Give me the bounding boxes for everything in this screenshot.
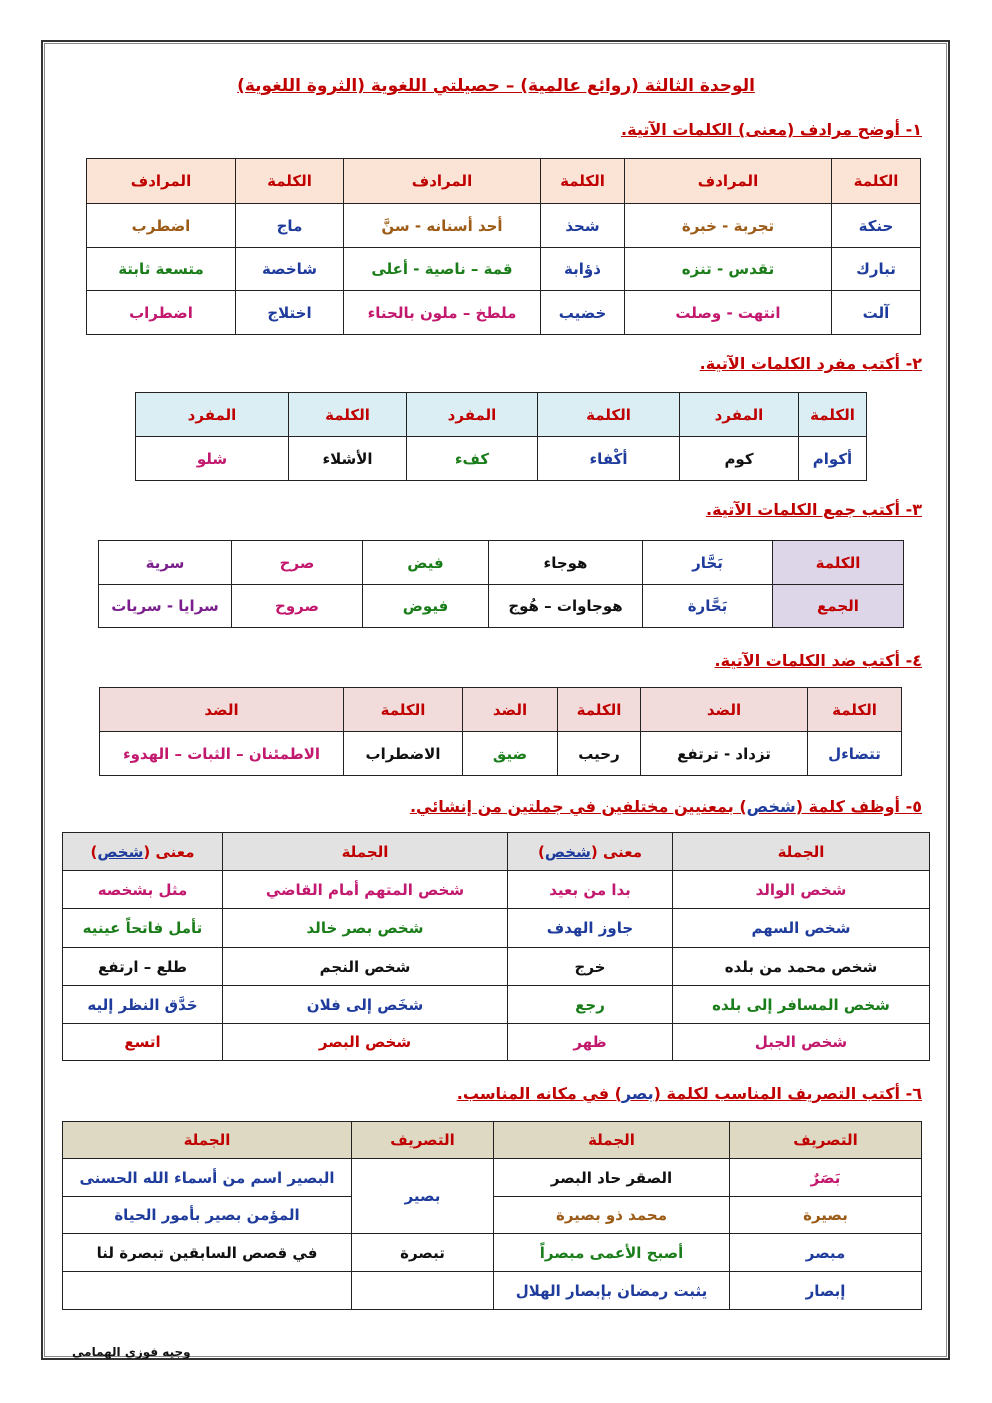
q5-cell: شخص السهم bbox=[673, 909, 930, 948]
q5-cell: شخص المتهم أمام القاضي bbox=[223, 871, 508, 909]
q4-header: الضد bbox=[463, 688, 558, 732]
q1-cell: متسعة ثابتة bbox=[87, 248, 236, 291]
q4-cell: الاضطراب bbox=[344, 732, 463, 776]
q1-header: الكلمة bbox=[236, 159, 344, 204]
q6-cell: مبصر bbox=[730, 1234, 922, 1272]
q6-table bbox=[62, 1121, 922, 1310]
q1-header: المرادف bbox=[625, 159, 832, 204]
q1-cell: شاخصة bbox=[236, 248, 344, 291]
q4-header: الضد bbox=[641, 688, 808, 732]
q2-cell: كفء bbox=[407, 437, 538, 481]
table-row bbox=[63, 986, 930, 1024]
q3-plural: سرايا - سريات bbox=[99, 585, 232, 628]
q5-cell: بدا من بعيد bbox=[508, 871, 673, 909]
q6-cell: الصقر حاد البصر bbox=[494, 1159, 730, 1197]
q6-heading: ٦- أكتب التصريف المناسب لكلمة (بصر) في مكانه المناسب. bbox=[456, 1084, 922, 1103]
table-row bbox=[87, 204, 921, 248]
q2-header-row bbox=[136, 393, 867, 437]
q3-label-word: الكلمة bbox=[773, 541, 904, 585]
q3-word: هوجاء bbox=[489, 541, 643, 585]
q5-cell: تأمل فاتحاً عينيه bbox=[63, 909, 223, 948]
q1-header-row bbox=[87, 159, 921, 204]
q1-header: المرادف bbox=[87, 159, 236, 204]
q5-cell: شخَص إلى فلان bbox=[223, 986, 508, 1024]
q1-header: المرادف bbox=[344, 159, 541, 204]
q5-header-sentence: الجملة bbox=[223, 833, 508, 871]
q1-cell: انتهت - وصلت bbox=[625, 291, 832, 335]
q5-cell: شخص النجم bbox=[223, 948, 508, 986]
page-title: الوحدة الثالثة (روائع عالمية) – حصيلتي اللغوية (الثروة اللغوية) bbox=[237, 76, 755, 96]
q5-cell: شخص بصر خالد bbox=[223, 909, 508, 948]
q1-cell: قمة – ناصية - أعلى bbox=[344, 248, 541, 291]
q2-cell: كوم bbox=[680, 437, 799, 481]
q2-header: المفرد bbox=[407, 393, 538, 437]
author-name: وجيه فوزي الهمامي bbox=[72, 1345, 191, 1359]
q6-cell-empty bbox=[63, 1272, 352, 1310]
q5-cell: شخص الوالد bbox=[673, 871, 930, 909]
q5-cell: شخص الجبل bbox=[673, 1024, 930, 1061]
q3-word: فيض bbox=[363, 541, 489, 585]
q2-heading: ٢- أكتب مفرد الكلمات الآتية. bbox=[699, 354, 922, 373]
q1-table bbox=[86, 158, 921, 335]
q3-table bbox=[98, 540, 904, 628]
q5-cell: طلع – ارتفع bbox=[63, 948, 223, 986]
q5-cell: خرج bbox=[508, 948, 673, 986]
q2-cell: شلو bbox=[136, 437, 289, 481]
table-row bbox=[99, 541, 904, 585]
q2-header: المفرد bbox=[680, 393, 799, 437]
q5-cell: شخص المسافر إلى بلده bbox=[673, 986, 930, 1024]
q2-header: الكلمة bbox=[799, 393, 867, 437]
q3-word: سرية bbox=[99, 541, 232, 585]
q2-cell: أكْفاء bbox=[538, 437, 680, 481]
q1-cell: أحد أسنانه - سنَّ bbox=[344, 204, 541, 248]
q1-cell: ماج bbox=[236, 204, 344, 248]
q3-label-plural: الجمع bbox=[773, 585, 904, 628]
q5-header-meaning: معنى (شخص) bbox=[508, 833, 673, 871]
q5-heading-word: شخص bbox=[746, 797, 796, 816]
q3-word: صرح bbox=[232, 541, 363, 585]
q3-plural: هوجاوات – هُوج bbox=[489, 585, 643, 628]
q5-cell: شخص البصر bbox=[223, 1024, 508, 1061]
q4-cell: رحيب bbox=[558, 732, 641, 776]
q6-cell: يثبت رمضان بإبصار الهلال bbox=[494, 1272, 730, 1310]
q4-header: الكلمة bbox=[558, 688, 641, 732]
table-row bbox=[63, 1272, 922, 1310]
q1-cell: شحذ bbox=[541, 204, 625, 248]
q1-header: الكلمة bbox=[832, 159, 921, 204]
q1-header: الكلمة bbox=[541, 159, 625, 204]
q4-cell: تتضاءل bbox=[808, 732, 902, 776]
q4-table bbox=[99, 687, 902, 776]
q6-cell: أصبح الأعمى مبصراً bbox=[494, 1234, 730, 1272]
q3-plural: صروح bbox=[232, 585, 363, 628]
q6-cell: في قصص السابقين تبصرة لنا bbox=[63, 1234, 352, 1272]
q5-cell: رجع bbox=[508, 986, 673, 1024]
table-row bbox=[63, 909, 930, 948]
table-row bbox=[63, 948, 930, 986]
q5-cell: حَدَّق النظر إليه bbox=[63, 986, 223, 1024]
q2-header: الكلمة bbox=[538, 393, 680, 437]
q1-cell: اختلاج bbox=[236, 291, 344, 335]
table-row bbox=[63, 871, 930, 909]
q2-header: المفرد bbox=[136, 393, 289, 437]
q5-cell: شخص محمد من بلده bbox=[673, 948, 930, 986]
q5-header-row bbox=[63, 833, 930, 871]
q6-header: التصريف bbox=[730, 1122, 922, 1159]
q1-heading: ١- أوضح مرادف (معنى) الكلمات الآتية. bbox=[621, 120, 922, 139]
q6-cell: إبصار bbox=[730, 1272, 922, 1310]
q1-cell: ذؤابة bbox=[541, 248, 625, 291]
q6-cell: محمد ذو بصيرة bbox=[494, 1197, 730, 1234]
q5-cell: ظهر bbox=[508, 1024, 673, 1061]
q5-cell: اتسع bbox=[63, 1024, 223, 1061]
q6-heading-word: بصر bbox=[621, 1084, 654, 1103]
q6-cell: بَصَرٌ bbox=[730, 1159, 922, 1197]
q3-plural: بَحَّارة bbox=[643, 585, 773, 628]
q3-heading: ٣- أكتب جمع الكلمات الآتية. bbox=[706, 500, 922, 519]
q4-header: الضد bbox=[100, 688, 344, 732]
q2-cell: أكوام bbox=[799, 437, 867, 481]
q1-cell: آلت bbox=[832, 291, 921, 335]
q1-cell: تقدس - تنزه bbox=[625, 248, 832, 291]
q1-cell: اضطراب bbox=[87, 291, 236, 335]
q2-cell: الأشلاء bbox=[289, 437, 407, 481]
q6-header: الجملة bbox=[494, 1122, 730, 1159]
q4-header: الكلمة bbox=[344, 688, 463, 732]
q5-header-meaning: معنى (شخص) bbox=[63, 833, 223, 871]
q1-cell: تبارك bbox=[832, 248, 921, 291]
table-row bbox=[63, 1234, 922, 1272]
table-row bbox=[63, 1159, 922, 1197]
q4-header-row bbox=[100, 688, 902, 732]
q5-cell: جاوز الهدف bbox=[508, 909, 673, 948]
table-row bbox=[63, 1024, 930, 1061]
q2-table bbox=[135, 392, 867, 481]
q6-cell-empty bbox=[352, 1272, 494, 1310]
q5-cell: مثل بشخصه bbox=[63, 871, 223, 909]
q1-cell: خضيب bbox=[541, 291, 625, 335]
q6-header-row bbox=[63, 1122, 922, 1159]
q4-cell: تزداد - ترتفع bbox=[641, 732, 808, 776]
q4-cell: ضيق bbox=[463, 732, 558, 776]
q5-header-sentence: الجملة bbox=[673, 833, 930, 871]
table-row bbox=[87, 291, 921, 335]
q4-header: الكلمة bbox=[808, 688, 902, 732]
q6-header: الجملة bbox=[63, 1122, 352, 1159]
q3-plural: فيوض bbox=[363, 585, 489, 628]
q5-table bbox=[62, 832, 930, 1061]
table-row bbox=[87, 248, 921, 291]
q1-cell: ملطخ – ملون بالحناء bbox=[344, 291, 541, 335]
q6-cell: المؤمن بصير بأمور الحياة bbox=[63, 1197, 352, 1234]
table-row bbox=[99, 585, 904, 628]
q6-cell: بصيرة bbox=[730, 1197, 922, 1234]
q6-header: التصريف bbox=[352, 1122, 494, 1159]
table-row bbox=[136, 437, 867, 481]
q1-cell: حنكة bbox=[832, 204, 921, 248]
q4-heading: ٤- أكتب ضد الكلمات الآتية. bbox=[714, 651, 922, 670]
q6-cell: تبصرة bbox=[352, 1234, 494, 1272]
q3-word: بَحَّار bbox=[643, 541, 773, 585]
q1-cell: تجربة - خبرة bbox=[625, 204, 832, 248]
q6-cell: البصير اسم من أسماء الله الحسنى bbox=[63, 1159, 352, 1197]
table-row bbox=[100, 732, 902, 776]
q5-heading: ٥- أوظف كلمة (شخص) بمعنيين مختلفين في جملتين من إنشائي. bbox=[409, 797, 922, 816]
q4-cell: الاطمئنان – الثبات – الهدوء bbox=[100, 732, 344, 776]
q6-cell: بصير bbox=[352, 1159, 494, 1234]
q2-header: الكلمة bbox=[289, 393, 407, 437]
q1-cell: اضطرب bbox=[87, 204, 236, 248]
